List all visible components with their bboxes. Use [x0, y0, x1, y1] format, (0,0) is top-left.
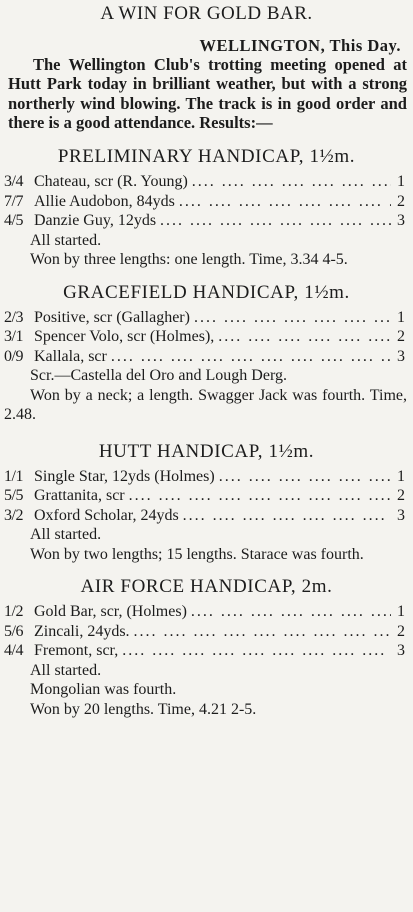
race-title: HUTT HANDICAP, 1½m.: [98, 440, 315, 462]
race-gracefield-handicap: [0, 282, 413, 425]
result-row: [0, 308, 413, 328]
leader-dots: [190, 308, 391, 327]
placing: 2: [397, 328, 405, 346]
placing: 2: [397, 487, 405, 505]
race-title: AIR FORCE HANDICAP, 2m.: [80, 576, 333, 598]
leader-dots: [188, 172, 391, 191]
horse-entry: Single Star, 12yds (Holmes): [34, 467, 215, 485]
leader-dots: [130, 622, 391, 641]
horse-entry: Fremont, scr,: [34, 642, 119, 660]
result-row: [0, 211, 413, 231]
headline: A WIN FOR GOLD BAR.: [100, 3, 313, 24]
horse-entry: Allie Audobon, 84yds: [34, 192, 175, 210]
starters-note: All started.: [30, 231, 102, 249]
race-result: Won by two lengths; 15 lengths. Starace was fourth.: [30, 545, 364, 563]
leader-dots: [187, 602, 391, 621]
odds-ratio: 5/6: [4, 622, 23, 640]
odds-ratio: 1/1: [4, 467, 23, 485]
placing: 1: [397, 467, 405, 485]
leader-dots: [215, 467, 391, 486]
horse-entry: Positive, scr (Gallagher): [34, 308, 190, 326]
horse-entry: Spencer Volo, scr (Holmes),: [34, 328, 215, 346]
race-result: Won by a neck; a length. Swagger Jack was fourth. Time, 2.48.: [4, 386, 407, 424]
result-row: [0, 467, 413, 487]
placing: 3: [397, 642, 405, 660]
placing: 2: [397, 192, 405, 210]
result-row: [0, 506, 413, 526]
leader-dots: [175, 192, 391, 211]
leader-dots: [156, 211, 391, 230]
odds-ratio: 1/2: [4, 603, 23, 621]
odds-ratio: 5/5: [4, 487, 23, 505]
odds-ratio: 3/4: [4, 173, 23, 191]
horse-entry: Zincali, 24yds.: [34, 622, 130, 640]
result-row: [0, 622, 413, 642]
odds-ratio: 3/1: [4, 328, 23, 346]
race-result: Won by 20 lengths. Time, 4.21 2-5.: [30, 700, 257, 718]
horse-entry: Gold Bar, scr, (Holmes): [34, 603, 187, 621]
leader-dots: [118, 641, 391, 660]
scratchings-note: Scr.—Castella del Oro and Lough Derg.: [30, 367, 287, 385]
horse-entry: Grattanita, scr: [34, 487, 125, 505]
leader-dots: [107, 347, 391, 366]
result-row: [0, 192, 413, 212]
placing: 1: [397, 308, 405, 326]
horse-entry: Danzie Guy, 12yds: [34, 212, 157, 230]
placing: 2: [397, 622, 405, 640]
placing: 3: [397, 506, 405, 524]
dateline: WELLINGTON, This Day.: [199, 36, 401, 55]
horse-entry: Oxford Scholar, 24yds: [34, 506, 179, 524]
intro-paragraph: [0, 36, 413, 132]
race-preliminary-handicap: [0, 146, 413, 270]
leader-dots: [214, 327, 391, 346]
result-row: [0, 327, 413, 347]
race-result: Won by three lengths: one length. Time, 3.34 4-5.: [30, 251, 348, 269]
odds-ratio: 3/2: [4, 506, 23, 524]
odds-ratio: 4/4: [4, 642, 23, 660]
placing: 3: [397, 212, 405, 230]
placing: 3: [397, 347, 405, 365]
odds-ratio: 2/3: [4, 308, 23, 326]
race-hutt-handicap: [0, 441, 413, 565]
odds-ratio: 7/7: [4, 192, 23, 210]
race-title: PRELIMINARY HANDICAP, 1½m.: [57, 146, 356, 168]
leader-dots: [179, 506, 391, 525]
starters-note: All started.: [30, 526, 102, 544]
horse-entry: Chateau, scr (R. Young): [34, 173, 188, 191]
starters-note: All started.: [30, 661, 102, 679]
intro-text: The Wellington Club's trotting meeting opened at Hutt Park today in brilliant weather, but with a strong northerly wind blowing. The track is in good order and there is a good attendance. Results:—: [8, 55, 407, 132]
horse-entry: Kallala, scr: [34, 347, 107, 365]
placing: 1: [397, 173, 405, 191]
race-air-force-handicap: [0, 576, 413, 719]
placing: 1: [397, 603, 405, 621]
result-row: [0, 172, 413, 192]
result-row: [0, 347, 413, 367]
odds-ratio: 0/9: [4, 347, 23, 365]
leader-dots: [125, 486, 391, 505]
fourth-place-note: Mongolian was fourth.: [30, 681, 177, 699]
result-row: [0, 641, 413, 661]
odds-ratio: 4/5: [4, 212, 23, 230]
result-row: [0, 602, 413, 622]
race-title: GRACEFIELD HANDICAP, 1½m.: [63, 281, 350, 303]
result-row: [0, 486, 413, 506]
